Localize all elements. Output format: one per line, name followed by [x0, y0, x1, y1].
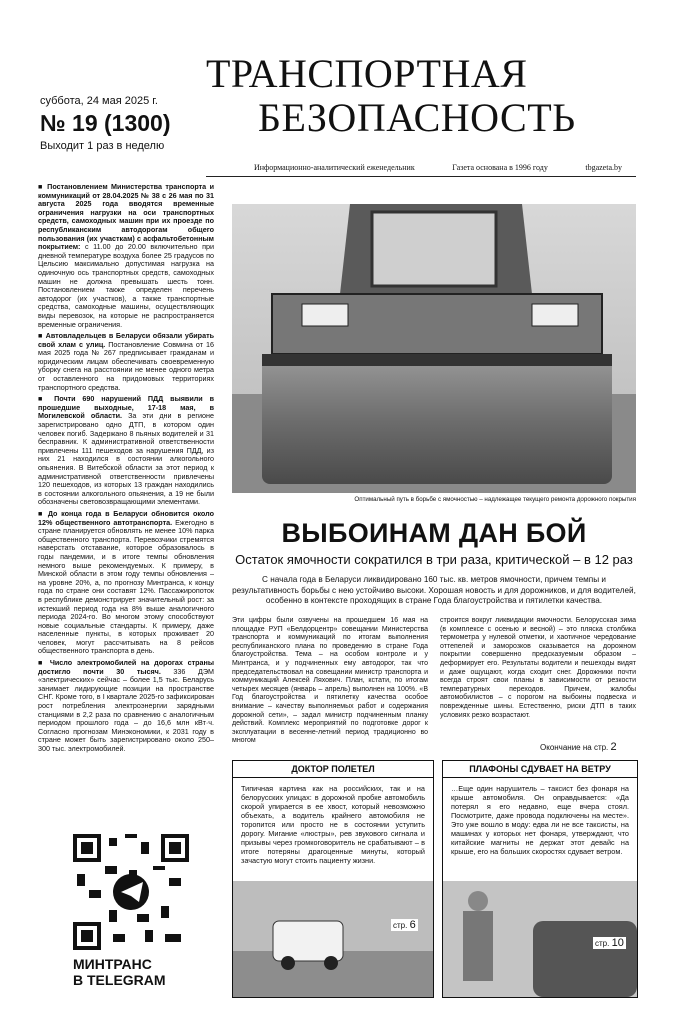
issue-number: № 19 (1300): [40, 110, 171, 136]
taxi-story-page[interactable]: стр. 10: [595, 937, 624, 949]
doctor-story-box[interactable]: [232, 760, 434, 998]
ambulance-photo: [233, 881, 433, 997]
article-column-1: Эти цифры были озвучены на прошедшем 16 мая на площадке РУП «Белдорцентр» совещании Министерства транспорта и коммуникаций по итогам выполнения республиканского плана по проведению в стране Года благоустройства. Тема – на особом контроле и у Минтранса, и у подчиненных ему автодорог, так что председательствовал на совещании министр транспорта и коммуникаций Алексей Ляхович. План, кстати, по итогам четырех месяцев (январь – апрель) выполнен на 100%. «В Год благоустройства и пятилетку качества особое внимание – качеству выполняемых работ и содержания дорожной сети», – задал министр подчиненным планку действий. Комплекс мероприятий по подготовке дорог к эксплуатации в весенне-летний период традиционно во многом: [232, 617, 428, 745]
doctor-story-text: Типичная картина как на российских, так и на белорусских улицах: в дорожной пробке автомобиль скорой упирается в ее хвост, который невозможно объехать, а водитель крайнего автомобиля не торопится или просто не в состоянии уступить дорогу. Мигание «люстры», рев звукового сигнала и призывы через громкоговоритель не срабатывают – в итоге потеряны драгоценные минуты, который зачастую могут стоить пациенту жизни.: [241, 784, 425, 865]
article-deck: Остаток ямочности сократился в три раза, критической – в 12 раз: [235, 552, 633, 567]
masthead-subline: [254, 163, 622, 172]
issue-date: суббота, 24 мая 2025 г.: [40, 95, 158, 107]
article-lede: С начала года в Беларуси ликвидировано 160 тыс. кв. метров ямочности, причем темпы и результативность борьбы с нею устойчиво высоки. Хорошая новость и для дорожников, и для водителей, особенно в контексте проходящих в стране Года благоустройства и пятилетки качества.: [232, 575, 636, 605]
article-column-2: строится вокруг ликвидации ямочности. Белорусская зима (в комплексе с осенью и весной) – это пляска столбика термометра у нулевой отметки, и хаотичное чередование оттепелей и заморозков сказывается на дорожном покрытии совершенно предсказуемым образом – деформирует его. Результаты водители и пешеходы видят и даже ощущают, когда сходит снег. Дорожники почти всегда строят свои планы в зависимости от резкости температурных переходов. Причем, жалобы автомобилистов – с порогом на выбоины подвеска и поврежденные шины. Естественно, риски ДТП в таких условиях резко возрастают.: [440, 617, 636, 719]
telegram-qr-code[interactable]: [73, 834, 189, 950]
telegram-qr-label: МИНТРАНС В TELEGRAM: [73, 956, 166, 988]
taxi-story-box[interactable]: [442, 760, 638, 998]
news-brief: ■ Постановлением Министерства транспорта и коммуникаций от 28.04.2025 № 38 с 26 мая по 31 августа 2025 года вводятся временные ограничения нагрузки на оси транспортных средств, самоходных машин при их проезде по республиканским автодорогам общего пользования (их участкам) с асфальтобетонным покрытием: с 11.00 до 20.00 включительно при дневной температуре воздуха более 25 градусов по Цельсию максимально допустимая нагрузка на одиночную ось транспортных средств, самоходных машин не должна превышать шесть тонн. Постановлением также определен перечень автодорог (их участков), а также транспортные средства, самоходные машины, осуществляющих виды перевозок, на которые не распространяется временные ограничения.: [38, 182, 214, 329]
continued-note[interactable]: Окончание на стр. 2: [540, 741, 617, 753]
issue-frequency: Выходит 1 раз в неделю: [40, 140, 165, 152]
article-headline: ВЫБОИНАМ ДАН БОЙ: [281, 518, 587, 548]
taxi-story-title: ПЛАФОНЫ СДУВАЕТ НА ВЕТРУ: [443, 761, 637, 778]
news-brief-column: [38, 183, 214, 757]
photo-caption: Оптимальный путь в борьбе с ямочностью – надлежащее текущего ремонта дорожного покрытия: [354, 496, 636, 503]
news-brief: ■ До конца года в Беларуси обновится около 12% общественного автотранспорта. Ежегодно в стране планируется обновлять не менее 10% парка общественного транспорта. Перевозчики стремятся наверстать отставание, которое образовалось в годы пандемии, и в итоге темпы обновления немного выше рекомендуемых. К примеру, в Минской области в этом году темпы обновления – на уровне 20%, а, по прогнозу Минтранса, к концу года по стране они составят 12%. Пассажиропоток в республике демонстрирует значительный рост: за истекший период года на 8% выше аналогичного периода 2024-го. Во многом этому способствуют новые социальные стандарты. К примеру, даже населенные пункты, в которых проживает 20 человек, могут рассчитывать на 8 рейсов общественного транспорта в день.: [38, 508, 214, 656]
title-line-1: ТРАНСПОРТНАЯ: [206, 51, 528, 96]
article-body: [232, 617, 636, 746]
news-brief: ■ Почти 690 нарушений ПДД выявили в прошедшие выходные, 17-18 мая, в Могилевской области. За эти дни в регионе зарегистрировано одно ДТП, в котором один человек погиб. Задержано 8 пьяных водителей и 31 бесправник. К административной ответственности привлечены 111 пешеходов за нарушения ПДД, из них 21 находился в состоянии алкогольного опьянения. В Витебской области за этот период к административной ответственности привлечены 120 пешеходов, из которых 13 граждан находились в состоянии алкогольного опьянения, а 19 не были обозначены световозвращающими элементами.: [38, 394, 215, 507]
news-brief: ■ Число электромобилей на дорогах страны достигло почти 30 тысяч. 336 ДЭМ «электрических» сейчас – более 1,5 тыс. Беларусь занимает лидирующие позиции на пространстве СНГ. Кроме того, в I квартале 2025-го зафиксирован рост потребления электроэнергии зарядными станциями в 2,2 раза по сравнению с аналогичным периодом прошлого года – до 16,6 млн кВт·ч. Согласно прогнозам Минэкономики, к 2031 году в стране может быть зарегистрировано около 250–300 тыс. электромобилей.: [38, 658, 215, 753]
taxi-story-text: …Еще один нарушитель – таксист без фонаря на крыше автомобиля. Он оправдывается: «Да потерял я его недавно, еще вчера стоял. Посмотрите, даже провода подключены на месте». Это уже вошло в моду: едва ли не все таксисты, на машинах у которых нет фонаря, утверждают, что китайские магниты не держат этот девайс на крыше, его на больших скоростях сдувает ветром.: [451, 784, 629, 856]
doctor-story-title: ДОКТОР ПОЛЕТЕЛ: [233, 761, 433, 778]
news-brief: ■ Автовладельцев в Беларуси обязали убирать свой хлам с улиц. Постановление Совмина от 16 мая 2025 года № 267 предписывает гражданам и юридическим лицам обеспечивать своевременную уборку снега на расстоянии не менее одного метра от оставленного на придомовых территориях транспортного средства.: [38, 331, 215, 392]
masthead-founded: Газета основана в 1996 году: [452, 163, 548, 172]
doctor-story-page[interactable]: стр. 6: [393, 919, 416, 931]
road-roller-photo: [232, 204, 636, 493]
newspaper-title: [206, 52, 626, 140]
title-line-2: БЕЗОПАСНОСТЬ: [258, 95, 576, 140]
masthead-subtitle: Информационно-аналитический еженедельник: [254, 163, 415, 172]
masthead-rule: [206, 176, 636, 177]
masthead-site[interactable]: tbgazeta.by: [585, 163, 622, 172]
